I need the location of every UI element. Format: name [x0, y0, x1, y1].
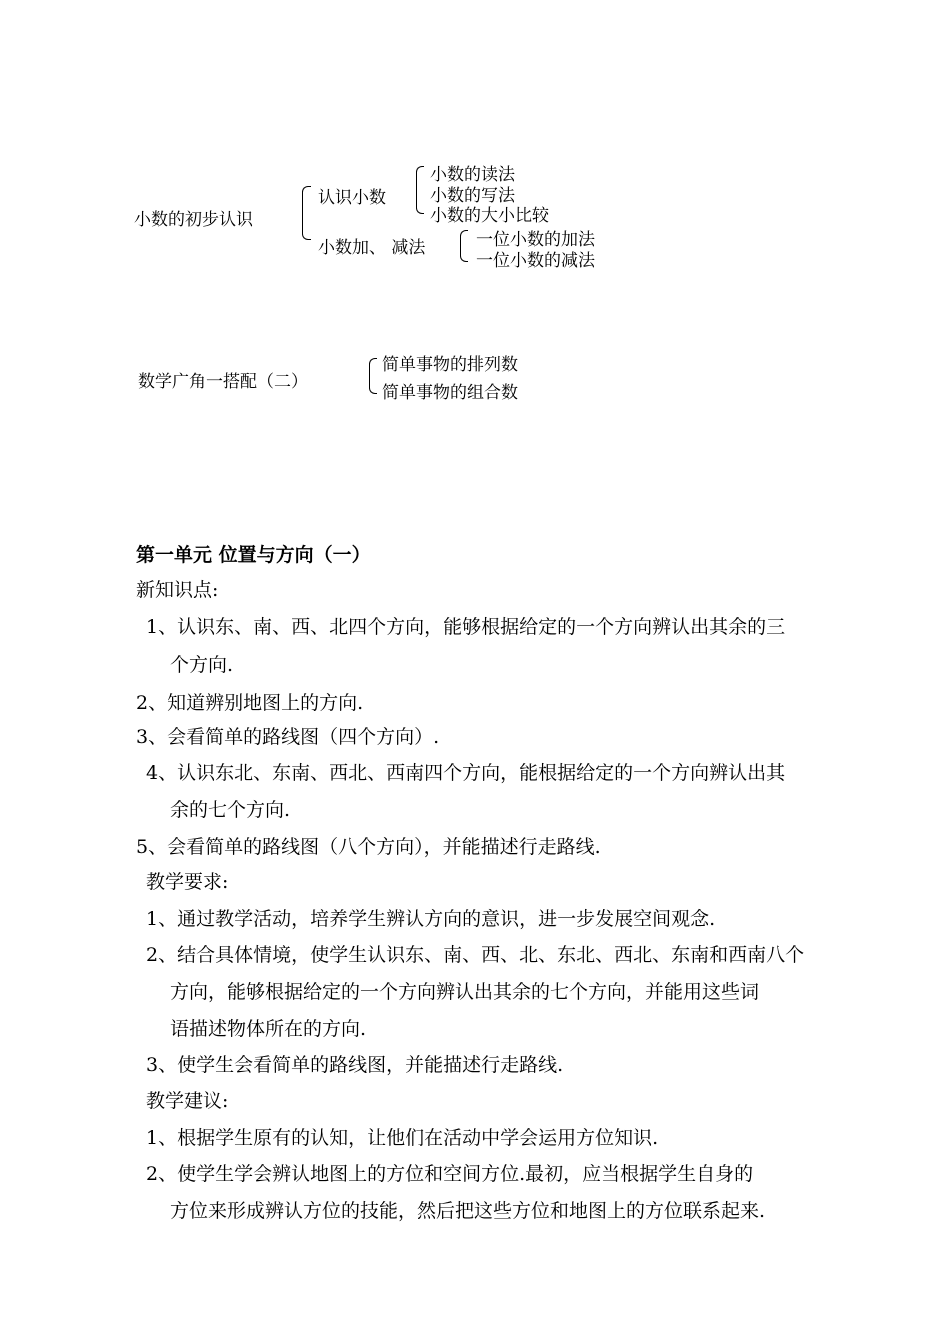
diagram2-item: 简单事物的排列数 — [382, 355, 518, 375]
brace-diagram2 — [369, 358, 377, 394]
requirements-heading: 教学要求: — [146, 871, 229, 893]
new-point-line: 个方向. — [170, 654, 234, 676]
requirement-line: 3、使学生会看简单的路线图，并能描述行走路线. — [146, 1054, 564, 1076]
new-point-line: 余的七个方向. — [170, 799, 291, 821]
diagram1-item: 一位小数的加法 — [476, 230, 595, 250]
diagram2-root: 数学广角一搭配（二） — [138, 372, 308, 392]
requirement-line: 方向，能够根据给定的一个方向辨认出其余的七个方向，并能用这些词 — [170, 981, 760, 1003]
brace-branch1 — [416, 166, 424, 214]
new-point-line: 5、会看简单的路线图（八个方向），并能描述行走路线. — [136, 836, 601, 858]
section-title: 第一单元 位置与方向（一） — [136, 544, 371, 566]
suggestion-line: 方位来形成辨认方位的技能，然后把这些方位和地图上的方位联系起来. — [170, 1200, 766, 1222]
diagram1-item: 小数的写法 — [430, 186, 515, 206]
diagram1-item: 小数的读法 — [430, 165, 515, 185]
brace-branch2 — [460, 230, 468, 262]
new-point-line: 3、会看简单的路线图（四个方向）. — [136, 726, 440, 748]
diagram1-root: 小数的初步认识 — [134, 210, 253, 230]
diagram1-branch1: 认识小数 — [318, 188, 386, 208]
requirement-line: 2、结合具体情境，使学生认识东、南、西、北、东北、西北、东南和西南八个 — [146, 944, 805, 966]
diagram1-branch2: 小数加、 减法 — [318, 238, 426, 258]
new-point-line: 4、认识东北、东南、西北、西南四个方向，能根据给定的一个方向辨认出其 — [146, 762, 786, 784]
requirement-line: 语描述物体所在的方向. — [170, 1018, 367, 1040]
new-points-heading: 新知识点: — [136, 579, 219, 601]
suggestion-line: 1、根据学生原有的认知，让他们在活动中学会运用方位知识. — [146, 1127, 659, 1149]
suggestion-line: 2、使学生学会辨认地图上的方位和空间方位.最初，应当根据学生自身的 — [146, 1163, 754, 1185]
suggestions-heading: 教学建议: — [146, 1090, 229, 1112]
brace-main — [302, 186, 311, 240]
new-point-line: 1、认识东、南、西、北四个方向，能够根据给定的一个方向辨认出其余的三 — [146, 616, 786, 638]
new-point-line: 2、知道辨别地图上的方向. — [136, 692, 364, 714]
diagram1-item: 一位小数的减法 — [476, 251, 595, 271]
requirement-line: 1、通过教学活动，培养学生辨认方向的意识，进一步发展空间观念. — [146, 908, 716, 930]
diagram1-item: 小数的大小比较 — [430, 206, 549, 226]
diagram2-item: 简单事物的组合数 — [382, 383, 518, 403]
